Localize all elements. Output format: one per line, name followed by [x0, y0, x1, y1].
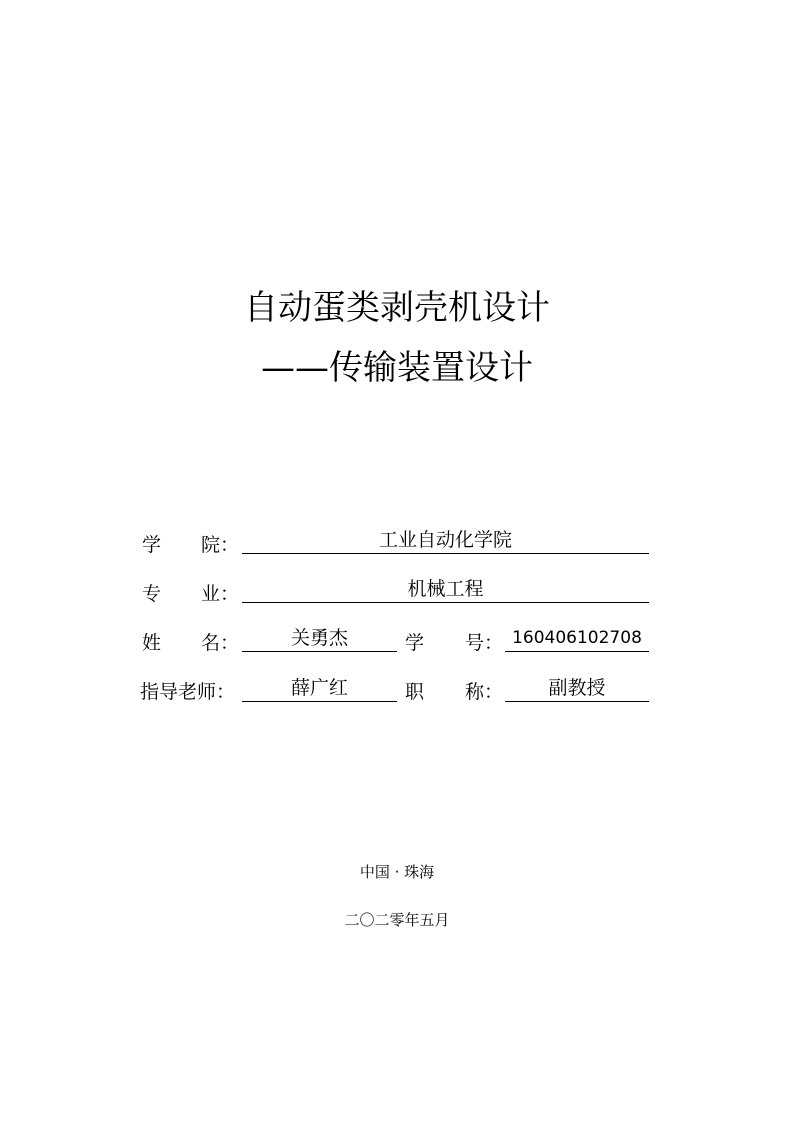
thesis-title-line-2: ——传输装置设计	[261, 348, 533, 388]
name-label-first-char: 姓	[142, 632, 162, 654]
advisor-label: 指导老师：	[140, 681, 236, 703]
college-label-first-char: 学	[142, 534, 162, 556]
student-id-field: 160406102708	[505, 625, 649, 652]
major-label-first-char: 专	[142, 583, 162, 605]
student-id-label-second-char: 号：	[465, 632, 504, 654]
footer-place: 中国 · 珠海	[359, 863, 435, 881]
title-rank-field: 副教授	[505, 675, 649, 702]
name-label-second-char: 名：	[201, 632, 240, 654]
major-label-second-char: 业：	[201, 583, 240, 605]
college-field: 工业自动化学院	[242, 527, 649, 554]
title-rank-label-first-char: 职	[405, 681, 425, 703]
title-rank-label-second-char: 称：	[465, 681, 504, 703]
name-field: 关勇杰	[242, 625, 397, 652]
college-label-second-char: 院：	[201, 534, 240, 556]
major-field: 机械工程	[242, 576, 649, 603]
student-id-label-first-char: 学	[405, 632, 425, 654]
thesis-title-line-1: 自动蛋类剥壳机设计	[244, 288, 550, 328]
advisor-field: 薛广红	[242, 675, 397, 702]
footer-date: 二〇二零年五月	[344, 911, 450, 929]
